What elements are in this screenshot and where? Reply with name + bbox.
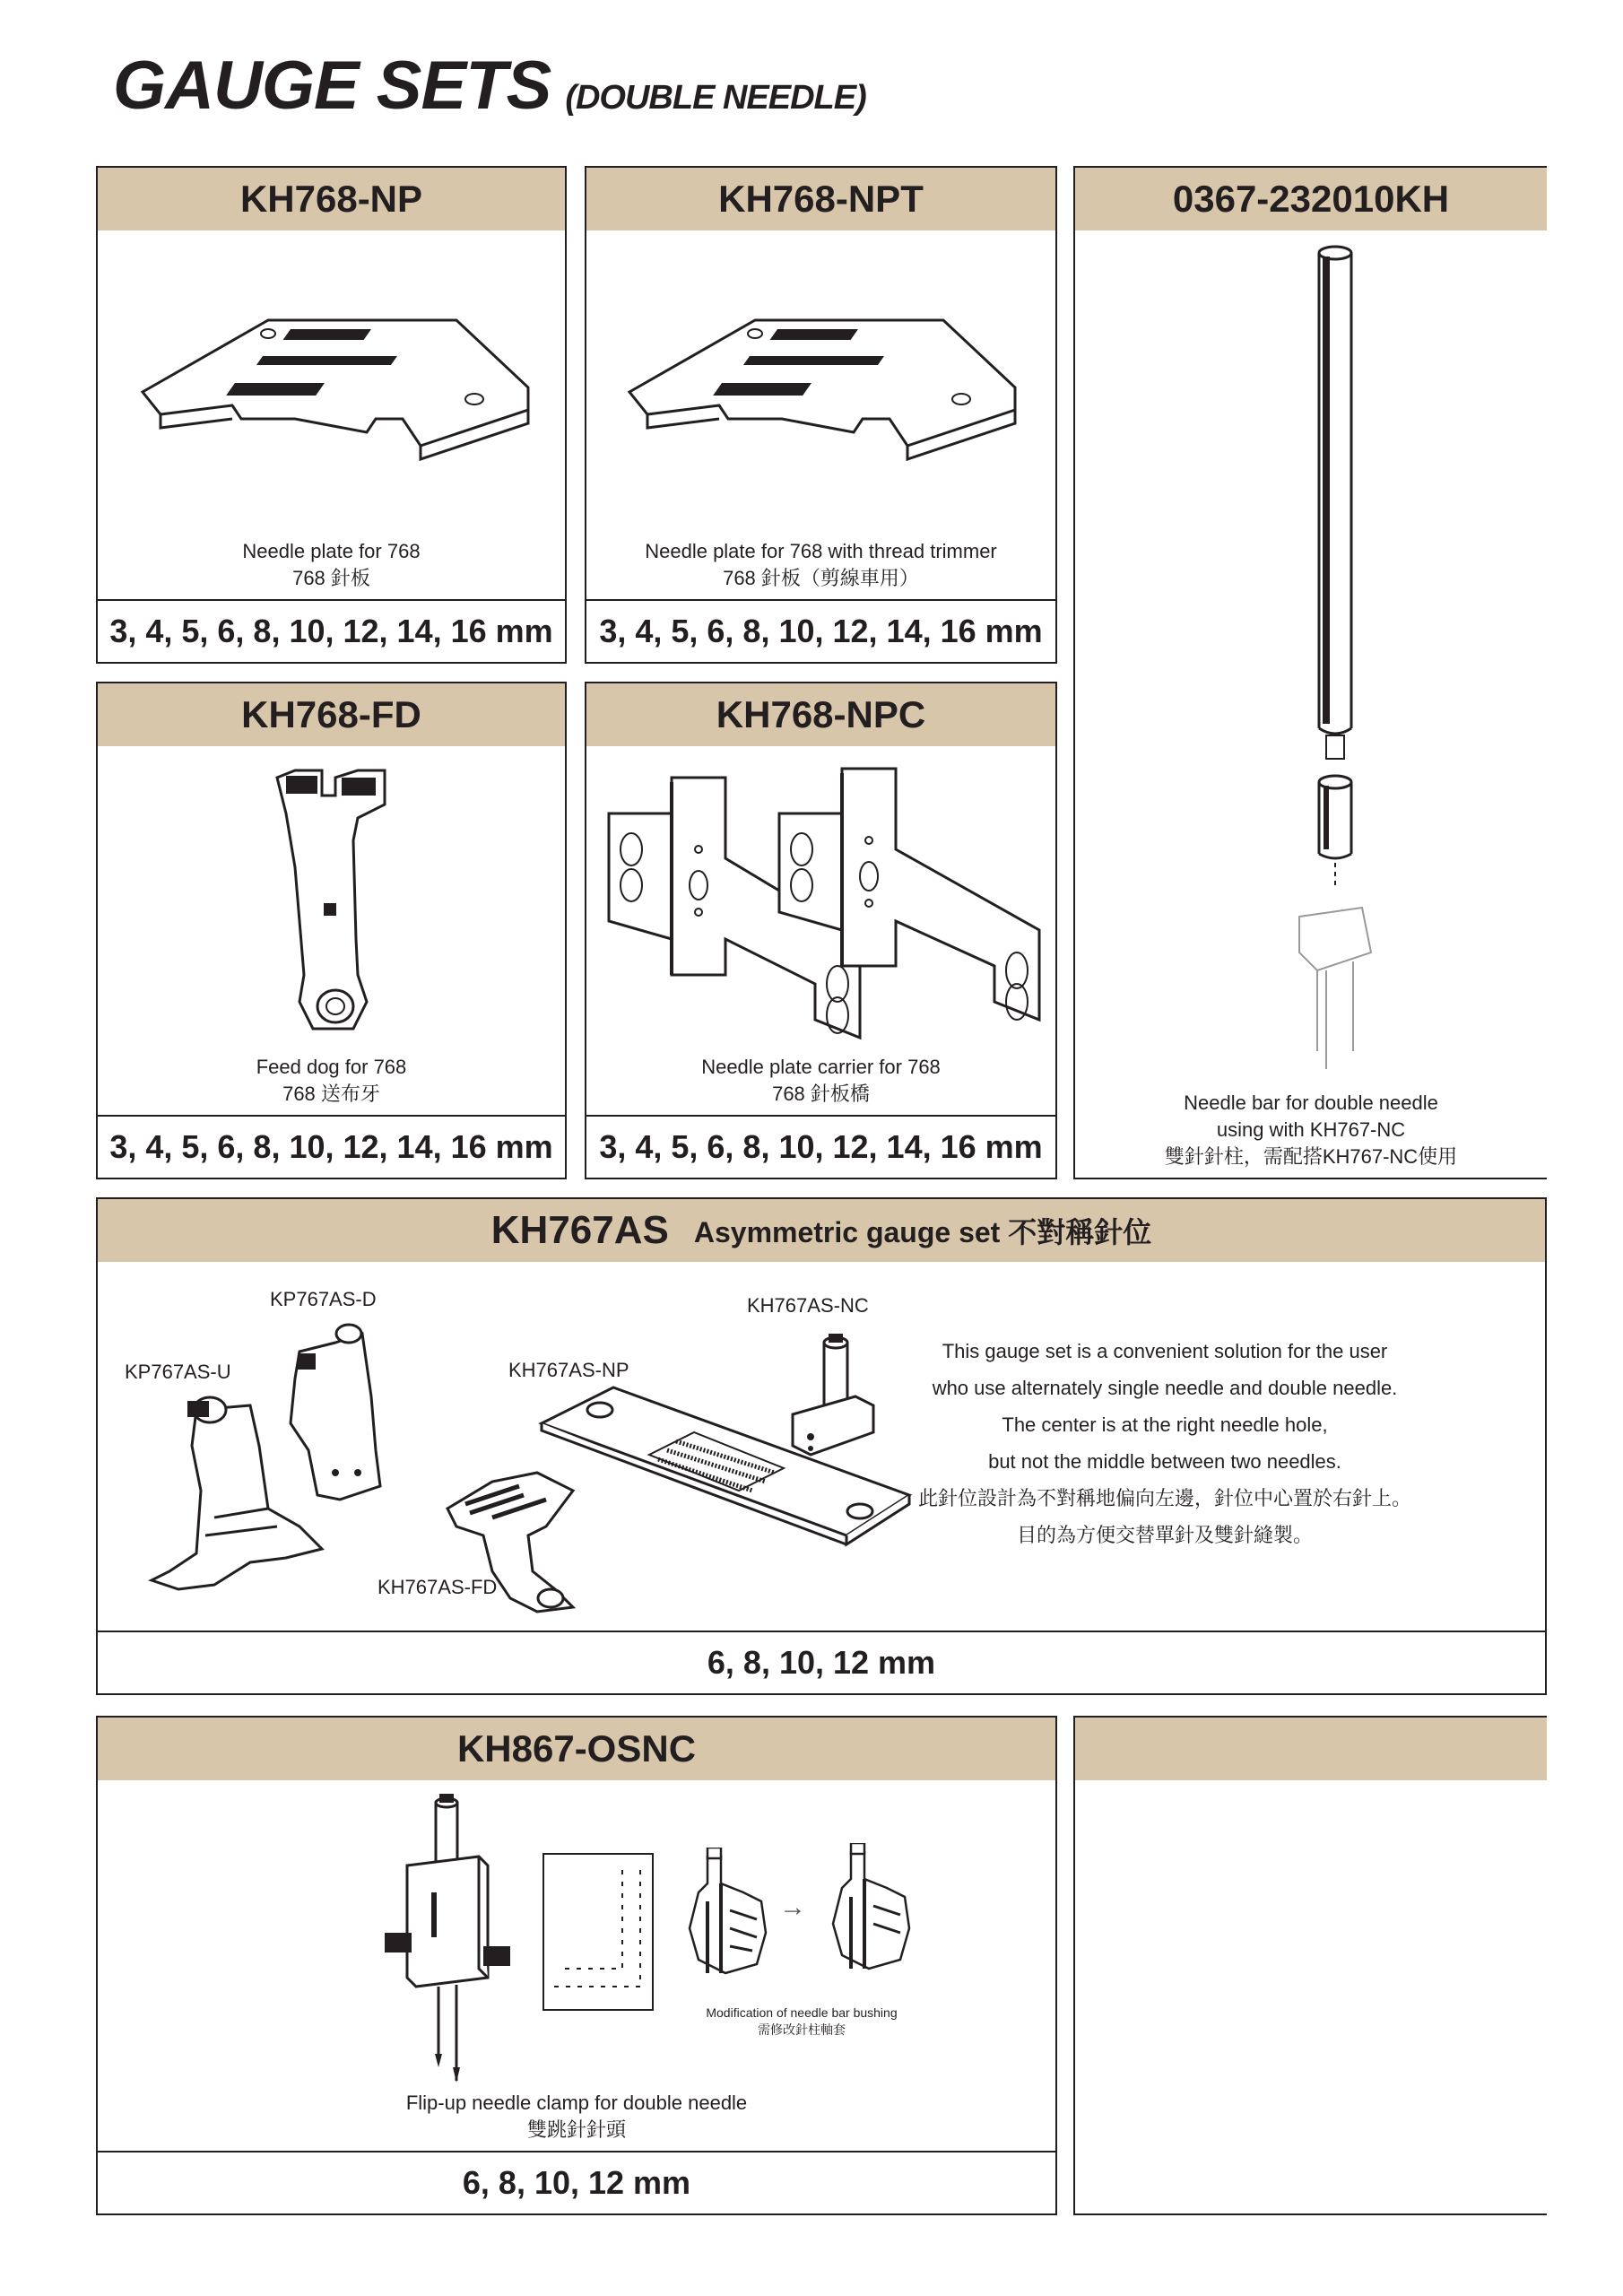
product-code: KH867-OSNC [98,1718,1055,1780]
product-code: 0367-232010KH [1075,168,1547,230]
sizes-kh768-npc: 3, 4, 5, 6, 8, 10, 12, 14, 16 mm [585,1115,1057,1179]
sizes-kh768-np: 3, 4, 5, 6, 8, 10, 12, 14, 16 mm [96,599,567,664]
bushing-before-drawing [681,1848,779,1982]
caption-zh: 雙跳針針頭 [526,2118,626,2141]
page-subtitle: (DOUBLE NEEDLE) [565,79,866,117]
product-card-kh867-osnc [96,1716,1057,2152]
product-card-kh768-fd [96,682,567,1117]
caption-zh: 768 針板 [292,567,370,589]
page-title-main: GAUGE SETS [113,48,551,124]
product-code: KH768-NPT [586,168,1055,230]
bushing-after-drawing [824,1843,923,1978]
arrow-glyph: → [779,1892,806,1922]
caption-en: Feed dog for 768 [256,1056,407,1078]
needle-plate-carrier-drawing [600,760,1048,1047]
product-name: Asymmetric gauge set 不對稱針位 [693,1216,1152,1248]
caption-en: Needle plate carrier for 768 [701,1056,941,1078]
part-label-u: KP767AS-U [125,1361,231,1383]
part-label-nc: KH767AS-NC [747,1294,869,1317]
part-label-d: KP767AS-D [270,1288,377,1310]
feed-dog-drawing [259,760,412,1038]
product-header [98,1199,1545,1262]
caption-en: Needle plate for 768 [242,540,421,562]
product-code: KH768-FD [98,683,565,746]
needle-plate-trimmer-drawing [621,284,1024,464]
needle-plate-drawing [134,284,537,464]
page-title [113,47,866,125]
part-label-np: KH767AS-NP [508,1359,629,1381]
caption-en: Needle plate for 768 with thread trimmer [645,540,997,562]
sizes-kh768-fd: 3, 4, 5, 6, 8, 10, 12, 14, 16 mm [96,1115,567,1179]
needle-bar-drawing [1263,244,1389,1105]
product-code: KH767AS [490,1208,669,1252]
sizes-kh867-osnc: 6, 8, 10, 12 mm [96,2151,1057,2215]
caption-zh: 768 針板（剪線車用） [723,567,919,589]
caption-en-2: using with KH767-NC [1216,1118,1406,1141]
description-line-1: This gauge set is a convenient solution for the user [942,1340,1388,1362]
modification-caption-zh: 需修改針柱軸套 [758,2022,846,2037]
product-card-needle-bar [1073,166,1547,1179]
empty-card [1073,1716,1547,2215]
caption-en-1: Needle bar for double needle [1184,1091,1438,1114]
description-line-3: The center is at the right needle hole, [1002,1413,1328,1436]
modification-caption-en: Modification of needle bar bushing [706,2005,898,2020]
caption-zh: 768 針板橋 [772,1083,870,1105]
caption-en: Flip-up needle clamp for double needle [405,2092,748,2114]
caption-zh: 768 送布牙 [282,1083,380,1105]
product-card-kh768-np [96,166,567,601]
stitch-pattern-drawing [542,1852,658,2013]
description-line-2: who use alternately single needle and double needle. [932,1377,1398,1399]
product-code: KH768-NP [98,168,565,230]
product-card-kh767as [96,1197,1547,1632]
empty-header [1075,1718,1547,1780]
sizes-kh768-npt: 3, 4, 5, 6, 8, 10, 12, 14, 16 mm [585,599,1057,664]
product-code: KH768-NPC [586,683,1055,746]
description-line-4: but not the middle between two needles. [988,1450,1341,1473]
description-line-5: 此針位設計為不對稱地偏向左邊，針位中心置於右針上。 [917,1487,1411,1509]
product-card-kh768-npc [585,682,1057,1117]
description-line-6: 目的為方便交替單針及雙針縫製。 [1016,1524,1313,1546]
needle-clamp-nc-drawing [784,1334,882,1468]
product-card-kh768-npt [585,166,1057,601]
flip-up-clamp-drawing [371,1794,524,2090]
sizes-kh767as: 6, 8, 10, 12 mm [96,1631,1547,1695]
presser-foot-d-drawing [273,1316,389,1513]
part-label-fd: KH767AS-FD [378,1576,498,1598]
caption-zh: 雙針針柱，需配搭KH767-NC使用 [1164,1145,1458,1168]
